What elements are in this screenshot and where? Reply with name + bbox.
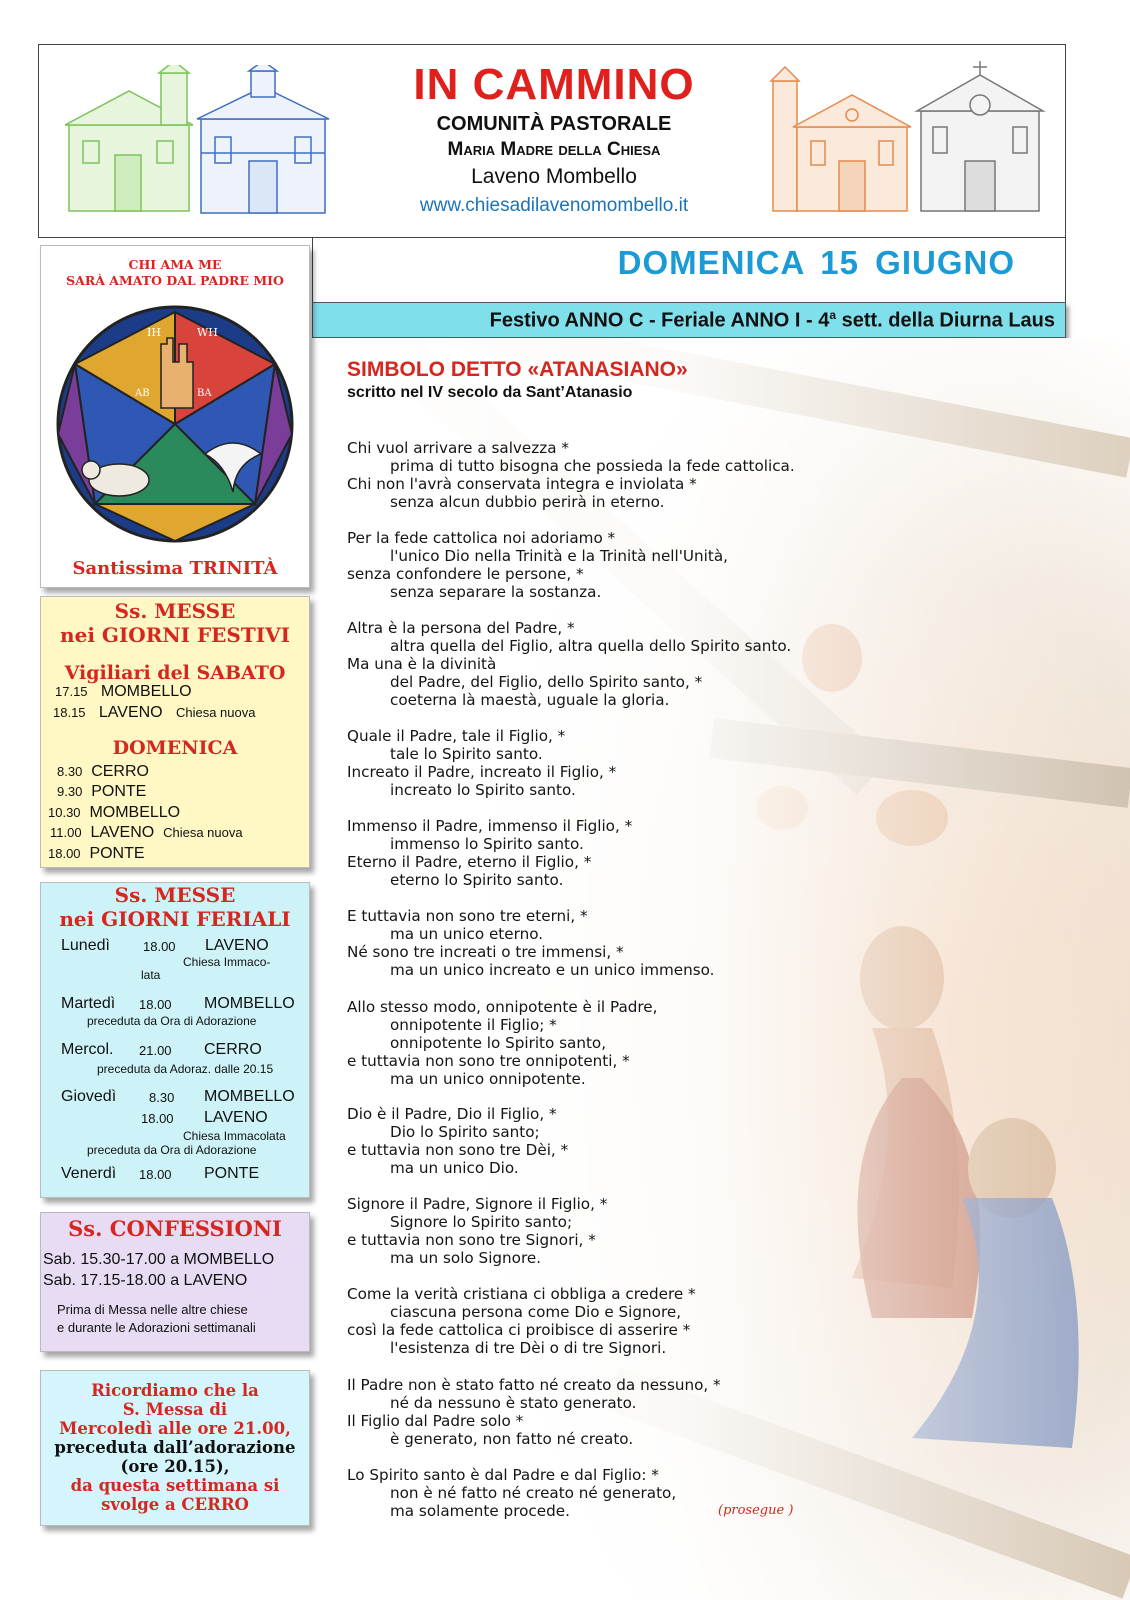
weekday-day: Venerdì — [61, 1165, 117, 1182]
weekday-time: 18.00 — [139, 1167, 172, 1182]
sunday-row: 10.30 MOMBELLO — [48, 804, 181, 821]
weekday-place: MOMBELLO — [204, 995, 295, 1012]
vigil-head: Vigiliari del SABATO — [64, 662, 286, 684]
sunday-row: 9.30 PONTE — [57, 783, 147, 800]
creed-stanza: Chi vuol arrivare a salvezza * prima di tutto bisogna che possieda la fede cattolica. Chi non l'avrà conservata integra e inviolata * senza alcun dubbio perirà in eterno. — [347, 439, 795, 511]
confessions-head: Ss. CONFESSIONI — [68, 1216, 282, 1241]
weekday-note: preceduta da Ora di Adorazione — [87, 1143, 257, 1157]
weekday-time: 18.00 — [139, 997, 172, 1012]
sunday-head: DOMENICA — [112, 737, 238, 759]
creed-stanza: Altra è la persona del Padre, * altra quella del Figlio, altra quella dello Spirito santo. Ma una è la divinità del Padre, del Figlio, dello Spirito santo, * coeterna là maestà, uguale la gloria. — [347, 619, 792, 709]
creed-stanza: Lo Spirito santo è dal Padre e dal Figlio: * non è né fatto né creato né generato, ma solamente procede. — [347, 1466, 677, 1520]
weekday-place: PONTE — [204, 1165, 260, 1182]
sunday-row: 18.00 PONTE — [48, 845, 145, 862]
community-name: Maria Madre della Chiesa — [447, 139, 661, 160]
reminder-box — [40, 1370, 310, 1526]
weekday-head-2: nei GIORNI FERIALI — [59, 907, 291, 931]
liturgy-bar — [312, 302, 1066, 338]
weekday-note: Chiesa Immaco- — [183, 955, 271, 969]
weekday-time: 18.00 — [143, 939, 176, 954]
trinity-box — [40, 245, 310, 588]
weekday-note: lata — [141, 968, 161, 982]
creed-stanza: Come la verità cristiana ci obbliga a credere * ciascuna persona come Dio e Signore, così la fede cattolica ci proibisce di asserire * l'esistenza di tre Dèi o di tre Signori. — [347, 1285, 696, 1357]
confessions-box — [40, 1212, 310, 1352]
glass-label-ab: AB — [135, 388, 150, 399]
glass-label-ih: IH — [147, 326, 161, 339]
glass-label-wh: WH — [197, 326, 218, 339]
weekday-day: Martedì — [61, 995, 116, 1012]
creed-stanza: Immenso il Padre, immenso il Figlio, * immenso lo Spirito santo. Eterno il Padre, eterno il Figlio, * eterno lo Spirito santo. — [347, 817, 633, 889]
website-link[interactable]: www.chiesadilavenomombello.it — [419, 195, 689, 216]
date-banner — [312, 238, 1066, 302]
festive-head-1: Ss. MESSE — [114, 599, 236, 623]
reminder-text: Ricordiamo che la S. Messa di Mercoledì alle ore 21.00, preceduta dall’adorazione (ore 20.15), da questa settimana si svolge a CERRO — [54, 1381, 296, 1514]
sunday-row: 8.30 CERRO — [57, 763, 149, 780]
vigil-row: 17.15 MOMBELLO — [55, 683, 192, 700]
confessions-note: e durante le Adorazioni settimanali — [57, 1320, 256, 1335]
festive-masses-box — [40, 596, 310, 868]
weekday-day: Mercol. — [61, 1041, 114, 1058]
creed-stanza: E tuttavia non sono tre eterni, * ma un unico eterno. Né sono tre increati o tre immensi, * ma un unico increato e un unico immenso. — [347, 907, 715, 979]
sunday-row: 11.00 LAVENO Chiesa nuova — [50, 824, 243, 841]
sunday-date: DOMENICA 15 GIUGNO — [617, 244, 1015, 281]
stained-glass-trinity-image — [55, 304, 295, 549]
weekday-place: CERRO — [204, 1041, 262, 1058]
festive-head-2: nei GIORNI FESTIVI — [60, 623, 290, 647]
creed-stanza: Allo stesso modo, onnipotente è il Padre, onnipotente il Figlio; * onnipotente lo Spirito santo, e tuttavia non sono tre onnipotenti, * ma un unico onnipotente. — [347, 998, 658, 1088]
confessions-line: Sab. 15.30-17.00 a MOMBELLO — [43, 1251, 275, 1268]
creed-stanza: Signore il Padre, Signore il Figlio, * Signore lo Spirito santo; e tuttavia non sono tre Signori, * ma un solo Signore. — [347, 1195, 608, 1267]
weekday-day: Lunedì — [61, 937, 110, 954]
weekday-time: 18.00 — [141, 1111, 174, 1126]
weekday-note: preceduta da Ora di Adorazione — [87, 1014, 257, 1028]
weekday-place: MOMBELLO — [204, 1088, 295, 1105]
trinity-quote: CHI AMA ME SARÀ AMATO DAL PADRE MIO — [66, 257, 284, 288]
weekday-note: preceduta da Adoraz. dalle 20.15 — [97, 1062, 274, 1076]
confessions-note: Prima di Messa nelle altre chiese — [57, 1302, 248, 1317]
creed-stanza: Quale il Padre, tale il Figlio, * tale lo Spirito santo. Increato il Padre, increato il Figlio, * increato lo Spirito santo. — [347, 727, 617, 799]
creed-stanza: Per la fede cattolica noi adoriamo * l'unico Dio nella Trinità e la Trinità nell'Unità, senza confondere le persone, * senza separare la sostanza. — [347, 529, 728, 601]
weekday-time: 8.30 — [149, 1090, 175, 1105]
vigil-row: 18.15 LAVENO Chiesa nuova — [53, 704, 256, 721]
weekday-day: Giovedì — [61, 1088, 117, 1105]
weekday-place: LAVENO — [205, 937, 269, 954]
creed-subtitle: scritto nel IV secolo da Sant’Atanasio — [347, 384, 633, 401]
church-drawing-left — [65, 65, 335, 217]
creed-stanza: Dio è il Padre, Dio il Figlio, * Dio lo Spirito santo; e tuttavia non sono tre Dèi, * ma un unico Dio. — [347, 1105, 569, 1177]
confessions-line: Sab. 17.15-18.00 a LAVENO — [43, 1272, 248, 1289]
liturgy-text: Festivo ANNO C - Feriale ANNO I - 4$^a$ sett. della Diurna Laus — [489, 308, 1055, 332]
weekday-place: LAVENO — [204, 1109, 268, 1126]
creed-title: SIMBOLO DETTO «ATANASIANO» — [347, 358, 688, 381]
glass-label-ba: BA — [197, 388, 212, 399]
creed-stanza: Il Padre non è stato fatto né creato da nessuno, * né da nessuno è stato generato. Il Figlio dal Padre solo * è generato, non fatto né creato. — [347, 1376, 721, 1448]
weekday-note: Chiesa Immacolata — [183, 1129, 286, 1143]
weekday-time: 21.00 — [139, 1043, 172, 1058]
continues-note: (prosegue ) — [718, 1503, 794, 1518]
community-label: COMUNITÀ PASTORALE — [436, 113, 672, 135]
masthead — [38, 44, 1066, 238]
newsletter-title: IN CAMMINO — [413, 60, 695, 109]
weekday-head-1: Ss. MESSE — [114, 883, 236, 907]
church-drawing-right — [767, 61, 1047, 221]
weekday-masses-box — [40, 882, 310, 1198]
masthead-text — [339, 59, 769, 220]
town-name: Laveno Mombello — [471, 165, 637, 188]
trinity-title: Santissima TRINITÀ — [72, 558, 278, 579]
